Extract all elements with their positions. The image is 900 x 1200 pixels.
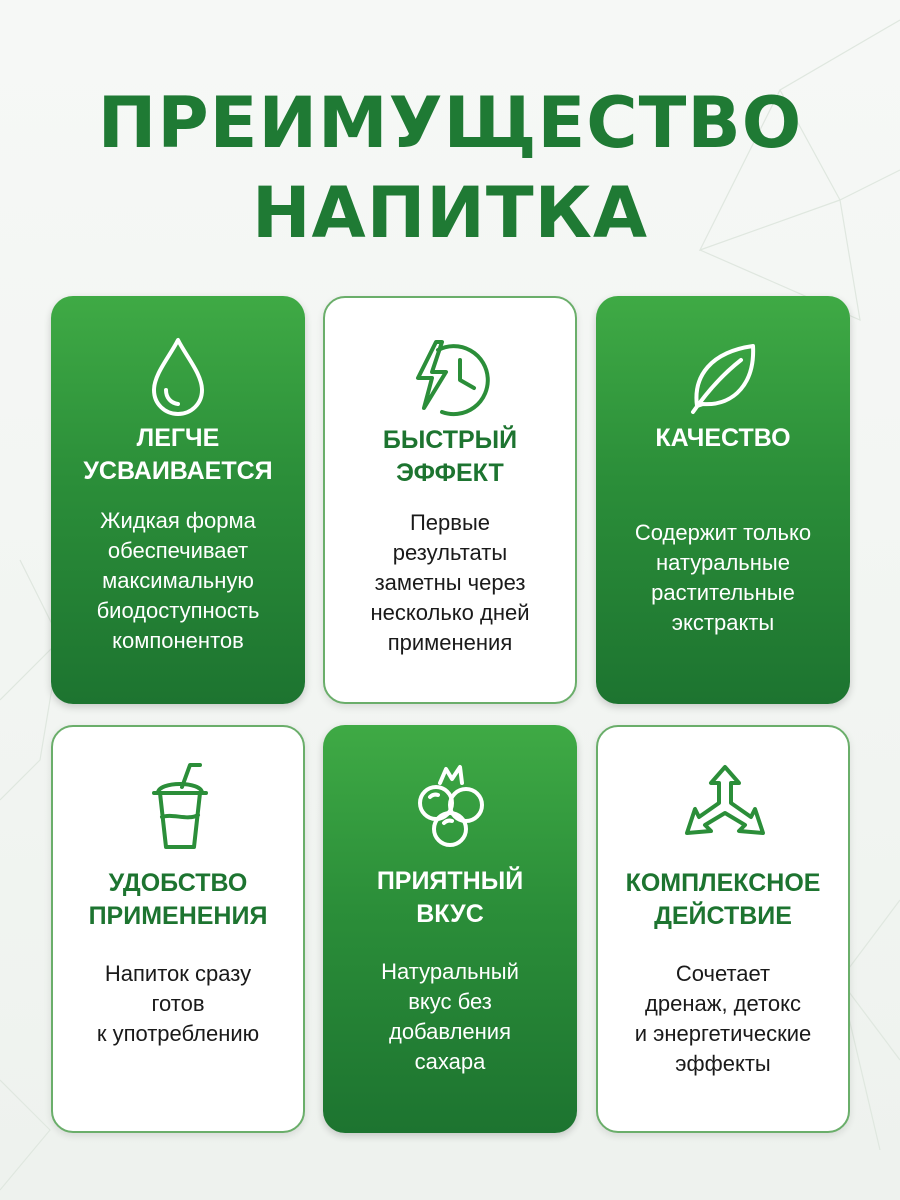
card-pleasant-taste	[323, 725, 577, 1133]
three-arrows-icon	[675, 757, 775, 857]
drink-cup-icon	[130, 757, 230, 857]
card-heading: КАЧЕСТВО	[655, 424, 791, 452]
card-easier-absorbed	[51, 296, 305, 704]
card-description: Напиток сразу готов к употреблению	[96, 961, 260, 1046]
title-line-1: ПРЕИМУЩЕСТВО	[97, 82, 803, 164]
water-drop-icon	[128, 326, 228, 426]
card-quality	[596, 296, 850, 704]
card-description: Натуральный вкус без добавления сахара	[381, 959, 519, 1074]
card-heading: КОМПЛЕКСНОЕ ДЕЙСТВИЕ	[625, 869, 821, 930]
card-complex-action	[596, 725, 850, 1133]
page-title	[0, 78, 900, 258]
card-description: Жидкая форма обеспечивает максимальную биодоступность компонентов	[96, 508, 260, 653]
card-heading: ЛЕГЧЕ УСВАИВАЕТСЯ	[83, 424, 273, 485]
title-line-2: НАПИТКА	[251, 172, 649, 254]
berries-icon	[400, 755, 500, 855]
card-description: Первые результаты заметны через несколько дней применения	[370, 510, 530, 655]
lightning-clock-icon	[402, 328, 502, 428]
card-description: Содержит только натуральные растительные экстракты	[634, 520, 812, 635]
card-heading: УДОБСТВО ПРИМЕНЕНИЯ	[88, 869, 268, 930]
card-convenient-use	[51, 725, 305, 1133]
card-heading: ПРИЯТНЫЙ ВКУС	[376, 867, 524, 928]
card-heading: БЫСТРЫЙ ЭФФЕКТ	[382, 426, 518, 487]
card-fast-effect	[323, 296, 577, 704]
card-description: Сочетает дренаж, детокс и энергетические эффекты	[634, 961, 812, 1076]
leaf-icon	[673, 326, 773, 426]
